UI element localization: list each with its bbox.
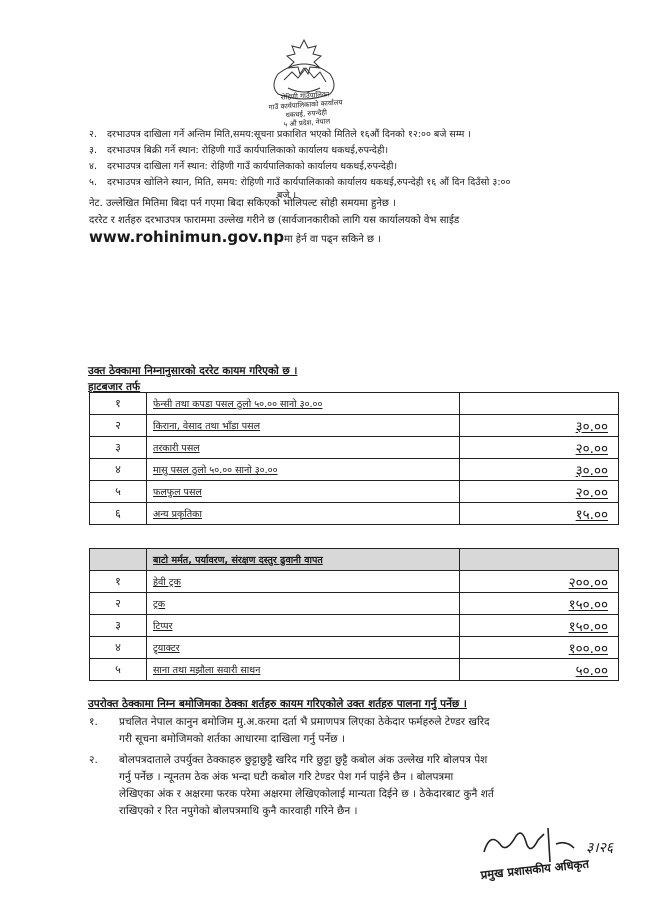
seal-line-1: रोहिणी गाउँपालिका bbox=[280, 90, 330, 102]
office-seal bbox=[258, 34, 350, 132]
row-number: ५ bbox=[90, 481, 147, 503]
conditions-title: उपरोक्त ठेक्कामा निम्न बमोजिमका ठेक्का शर्तहरु कायम गरिएकोले उक्त शर्तहरु पालना गर्नु पर्नेछ । bbox=[88, 698, 467, 710]
road-table bbox=[89, 548, 619, 681]
table-row bbox=[90, 593, 619, 615]
condition-line: बोलपत्रदाताले उपर्युक्त ठेक्काहरु छुट्टाछुट्टै खरिद गरि छुट्टा छुट्टै कबोल अंक उल्लेख गरि बोलपत्र पेश bbox=[119, 754, 488, 766]
seal-line-4: ५ औं प्रदेश, नेपाल bbox=[283, 117, 331, 129]
notice-number: ४. bbox=[89, 161, 97, 172]
row-item: ट्रक bbox=[153, 599, 166, 610]
condition-item bbox=[89, 714, 619, 748]
notice-item bbox=[89, 128, 609, 141]
row-number: ४ bbox=[90, 637, 147, 659]
table-header-row bbox=[90, 549, 619, 571]
website-link[interactable]: www.rohinimun.gov.np bbox=[89, 228, 285, 246]
conditions-list bbox=[89, 714, 619, 820]
table-row bbox=[90, 637, 619, 659]
note-line-1: नेट. उल्लेखित मितिमा बिदा पर्न गएमा बिदा सकिएको भोलिपल्ट सोही समयमा हुनेछ । bbox=[89, 198, 396, 209]
row-number: ६ bbox=[90, 503, 147, 525]
table-row bbox=[90, 571, 619, 593]
row-item: किराना, वेसाद तथा भाँडा पसल bbox=[153, 421, 261, 432]
row-amount: १००.०० bbox=[568, 640, 608, 657]
row-number: ४ bbox=[90, 459, 147, 481]
row-amount: ५०.०० bbox=[575, 662, 608, 679]
row-number: २ bbox=[90, 415, 147, 437]
notice-list bbox=[89, 128, 609, 202]
table-row bbox=[90, 393, 619, 415]
row-item: टिप्पर bbox=[153, 621, 173, 632]
note-line-2: दररेट र शर्तहरु दरभाउपत्र फाराममा उल्लेख गरीने छ (सार्वजानकारीको लागि यस कार्यालयको वेभ साईड bbox=[89, 215, 460, 226]
note-line-3: मा हेर्न वा पढ्न सकिने छ । bbox=[284, 234, 381, 245]
notice-text: दरभाउपत्र दाखिला गर्ने अन्तिम मिति,समय:सूचना प्रकाशित भएको मितिले १६औं दिनको १२:०० बजे सम्म । bbox=[107, 129, 471, 140]
row-item: साना तथा मझौला सवारी साधन bbox=[153, 665, 261, 676]
row-item: हेवी ट्रक bbox=[153, 577, 181, 588]
notice-item bbox=[89, 176, 609, 189]
row-amount: ३०.०० bbox=[575, 418, 608, 435]
row-item: अन्य प्रकृतिका bbox=[153, 509, 202, 520]
notice-number: ३. bbox=[89, 145, 97, 156]
table-row bbox=[90, 459, 619, 481]
notice-number: २. bbox=[89, 129, 97, 140]
table-row bbox=[90, 615, 619, 637]
row-item: मासु पसल ठुलो ५०.०० सानो ३०.०० bbox=[153, 465, 278, 476]
row-amount: ३०.०० bbox=[575, 462, 608, 479]
row-number: २ bbox=[90, 593, 147, 615]
table-row bbox=[90, 503, 619, 525]
notice-item bbox=[89, 144, 609, 157]
condition-number: २. bbox=[89, 754, 98, 766]
seal-line-2: गाउँ कार्यपालिकाको कार्यालय bbox=[268, 98, 343, 112]
condition-line: गरी सूचना बमोजिमको शर्तका आधारमा दाखिला गर्नु पर्नेछ । bbox=[119, 733, 345, 745]
row-item: फेन्सी तथा कपडा पसल ठुलो ५०.०० सानो ३०.०० bbox=[153, 399, 323, 410]
row-number: ५ bbox=[90, 659, 147, 681]
notice-text: दरभाउपत्र बिक्री गर्ने स्थान: रोहिणी गाउँ कार्यपालिकाको कार्यालय धकधई,रुपन्देही। bbox=[107, 145, 389, 156]
notice-number: ५. bbox=[89, 177, 97, 188]
condition-line: गर्नु पर्नेछ । न्यूनतम ठेक अंक भन्दा घटी कबोल गरि टेण्डर पेश गर्न पाईने छैन । बोलपत्रमा bbox=[119, 771, 454, 783]
notice-text: दरभाउपत्र खोलिने स्थान, मिति, समय: रोहिणी गाउँ कार्यपालिकाको कार्यालय धकधई,रुपन्देही १६ औं दिन दिउँसो ३:०० bbox=[107, 177, 511, 188]
signature-title: प्रमुख प्रशासकीय अधिकृत bbox=[480, 856, 590, 882]
signature-date: ३।२६ bbox=[586, 840, 614, 856]
row-number: ३ bbox=[90, 615, 147, 637]
rate-intro: उक्त ठेक्कामा निम्नानुसारको दररेट कायम गरिएको छ । bbox=[88, 365, 298, 377]
notice-text: दरभाउपत्र दाखिला गर्ने स्थान: रोहिणी गाउँ कार्यपालिकाको कार्यालय धकधई,रुपन्देही। bbox=[107, 161, 398, 172]
row-amount: २०.०० bbox=[575, 440, 608, 457]
row-amount: १५.०० bbox=[575, 506, 608, 523]
notice-item bbox=[89, 160, 609, 173]
row-amount: १५०.०० bbox=[568, 618, 608, 635]
row-number: १ bbox=[90, 393, 147, 415]
condition-line: प्रचलित नेपाल कानुन बमोजिम मु.अ.करमा दर्ता भै प्रमाणपत्र लिएका ठेकेदार फर्महरुले टेण्डर खरिद bbox=[119, 716, 490, 728]
table-row bbox=[90, 659, 619, 681]
signature-block bbox=[478, 822, 628, 902]
row-amount: २०.०० bbox=[575, 484, 608, 501]
haat-title: हाटबजार तर्फ bbox=[88, 381, 141, 393]
haat-table bbox=[89, 392, 619, 525]
row-number: १ bbox=[90, 571, 147, 593]
condition-line: लेखिएका अंक र अक्षरमा फरक परेमा अक्षरमा लेखिएकोलाई मान्यता दिईने छ । ठेकेदारबाट कुनै शर्त bbox=[119, 788, 494, 800]
row-item: ट्र्याक्टर bbox=[153, 643, 180, 654]
row-number: ३ bbox=[90, 437, 147, 459]
condition-line: राखिएको र रित नपुगेको बोलपत्रमाथि कुनै कारवाही गरिने छैन । bbox=[119, 805, 358, 817]
notice-continuation: बजे । bbox=[277, 190, 297, 201]
table-row bbox=[90, 481, 619, 503]
row-amount: २००.०० bbox=[568, 574, 608, 591]
table-row bbox=[90, 415, 619, 437]
row-item: फलफुल पसल bbox=[153, 487, 202, 498]
note-block bbox=[89, 197, 619, 247]
table-row bbox=[90, 437, 619, 459]
condition-item bbox=[89, 752, 619, 820]
row-amount: १५०.०० bbox=[568, 596, 608, 613]
row-item: तरकारी पसल bbox=[153, 443, 200, 454]
condition-number: १. bbox=[89, 716, 98, 728]
seal-line-3: धकधई, रुपन्देही bbox=[285, 108, 328, 120]
road-header: बाटो मर्मत, पर्यावरण, संरक्षण दस्तुर ढुवानी वापत bbox=[153, 555, 323, 566]
